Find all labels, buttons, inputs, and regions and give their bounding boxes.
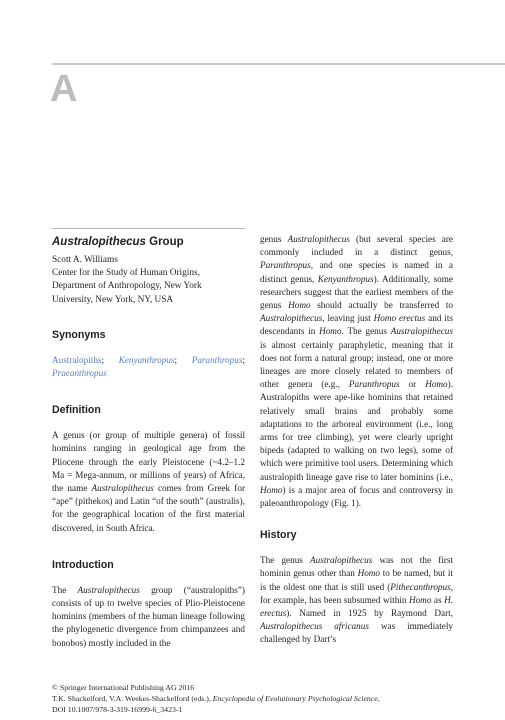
text-run: Australopithecus bbox=[390, 326, 453, 337]
copyright-line: © Springer International Publishing AG 2016 bbox=[52, 683, 195, 692]
text-run: as bbox=[431, 594, 445, 605]
text-run: Paranthropus bbox=[348, 379, 400, 390]
article-title-genus: Australopithecus bbox=[52, 236, 146, 248]
header-rule bbox=[52, 63, 505, 65]
text-run: , leaving just bbox=[322, 313, 374, 324]
text-run: Homo bbox=[425, 379, 448, 390]
text-run: was not the first hominin genus other than bbox=[260, 555, 453, 579]
text-run: (but several species are commonly included in a distinct genus, bbox=[260, 234, 454, 258]
doi-line: DOI 10.1007/978-3-319-16999-6_3423-1 bbox=[52, 705, 183, 714]
definition-text bbox=[52, 429, 245, 535]
text-run: Homo bbox=[319, 326, 342, 337]
text-run: , for example, has been subsumed within bbox=[260, 581, 453, 605]
text-run: Homo erectus bbox=[373, 313, 426, 324]
article-title-suffix: Group bbox=[145, 236, 184, 248]
author-affiliation-2: Department of Anthropology, New York bbox=[52, 281, 202, 292]
text-run: A genus (or group of multiple genera) of fossil hominins ranging in geological age from the Pliocene through the early Pleistocene (~4.2–1.2 Ma = Mega-annum, or millions of years) of Africa, the name bbox=[52, 430, 245, 494]
synonym-sep: ; bbox=[101, 354, 119, 365]
text-run: The bbox=[52, 584, 78, 595]
history-heading: History bbox=[260, 529, 297, 542]
intro-continued-text bbox=[260, 233, 453, 510]
text-run: Australopithecus bbox=[287, 234, 350, 244]
introduction-text bbox=[52, 584, 245, 650]
left-column bbox=[52, 228, 245, 650]
text-run: Pithecanthropus bbox=[390, 581, 451, 592]
author-affiliation-1: Center for the Study of Human Origins, bbox=[52, 268, 200, 279]
synonyms-heading: Synonyms bbox=[52, 328, 106, 341]
text-run: group (“australopiths”) consists of up to twelve species of Plio-Pleistocene hominins (members of the human lineage following the phylogenetic divergence from chimpanzees and bonobos) mostly included in the bbox=[52, 584, 245, 648]
text-run: , and one species is named in a distinct genus, bbox=[260, 260, 453, 284]
text-run: was immediately challenged by Dart’s bbox=[260, 621, 453, 645]
definition-heading: Definition bbox=[52, 404, 101, 417]
history-text bbox=[260, 554, 453, 646]
synonym-sep: ; bbox=[174, 354, 192, 365]
text-run: and its descendants in bbox=[260, 313, 453, 337]
synonym-sep: ; bbox=[242, 354, 245, 365]
text-run: H. erectus bbox=[260, 594, 454, 619]
synonym-link-praeanthropus[interactable]: Praeanthropus bbox=[52, 368, 107, 379]
text-run: . The genus bbox=[341, 326, 391, 337]
introduction-heading: Introduction bbox=[52, 558, 114, 571]
title-rule bbox=[52, 228, 245, 229]
author-affiliation-3: University, New York, NY, USA bbox=[52, 294, 174, 305]
text-run: T.K. Shackelford, V.A. Weekes-Shackelford (eds.), bbox=[52, 694, 213, 703]
synonym-link-paranthropus[interactable]: Paranthropus bbox=[191, 354, 243, 365]
section-letter: A bbox=[50, 68, 78, 110]
text-run: Homo bbox=[288, 300, 311, 311]
encyclopedia-title: Encyclopedia of Evolutionary Psychological Science bbox=[212, 694, 378, 703]
text-run: Homo bbox=[408, 594, 432, 605]
text-run: Kenyanthropus bbox=[317, 273, 374, 284]
text-run: should actually be transferred to bbox=[310, 300, 454, 311]
page-footer bbox=[52, 682, 472, 715]
text-run: Homo bbox=[357, 568, 381, 579]
text-run: or bbox=[399, 379, 426, 390]
article-title bbox=[52, 235, 245, 250]
text-run: Homo bbox=[260, 484, 283, 495]
text-run: is almost certainly paraphyletic, meaning that it does not form a natural group; instead, one or more lineages are more closely related to members of other genera (e.g., bbox=[260, 339, 453, 390]
synonym-link-kenyanthropus[interactable]: Kenyanthropus bbox=[118, 354, 175, 365]
text-run: , bbox=[377, 694, 380, 703]
text-run: ). Named in 1925 by Raymond Dart, bbox=[286, 608, 453, 619]
text-run: Australopithecus bbox=[77, 584, 140, 595]
text-run: Australopithecus bbox=[310, 555, 373, 566]
text-run: Paranthropus bbox=[260, 260, 311, 271]
text-run: comes from Greek for “ape” (pithekos) and Latin “of the south” (australis), for the geographical location of the first material discovered, in South Africa. bbox=[52, 483, 245, 533]
text-run: ). Additionally, some researchers suggest that the earliest members of the genus bbox=[260, 273, 453, 311]
text-run: The genus bbox=[260, 555, 311, 566]
synonyms-list bbox=[52, 354, 245, 380]
right-column bbox=[260, 233, 453, 647]
text-run: Australopithecus bbox=[91, 483, 154, 494]
text-run: Australopithecus africanus bbox=[260, 621, 369, 632]
synonym-link-australopiths[interactable]: Australopiths bbox=[52, 354, 102, 365]
text-run: ). Australopiths were ape-like hominins that retained relatively small brains and probably some adaptations to the arboreal environment (i.e., long arms for tree climbing), yet were clearly upright bipeds (adapted to walking on two legs), some of which were primitive tool users. Determining which australopith lineage gave rise to later hominins (i.e., bbox=[260, 379, 454, 482]
text-run: genus bbox=[260, 234, 288, 244]
author-name: Scott A. Williams bbox=[52, 255, 118, 265]
text-run: Australopithecus bbox=[260, 313, 323, 324]
citation-line bbox=[52, 693, 472, 704]
text-run: ) is a major area of focus and controversy in paleoanthropology (Fig. 1). bbox=[260, 484, 453, 509]
text-run: to be named, but it is the oldest one that is still used ( bbox=[260, 568, 453, 592]
author-block bbox=[52, 254, 245, 307]
